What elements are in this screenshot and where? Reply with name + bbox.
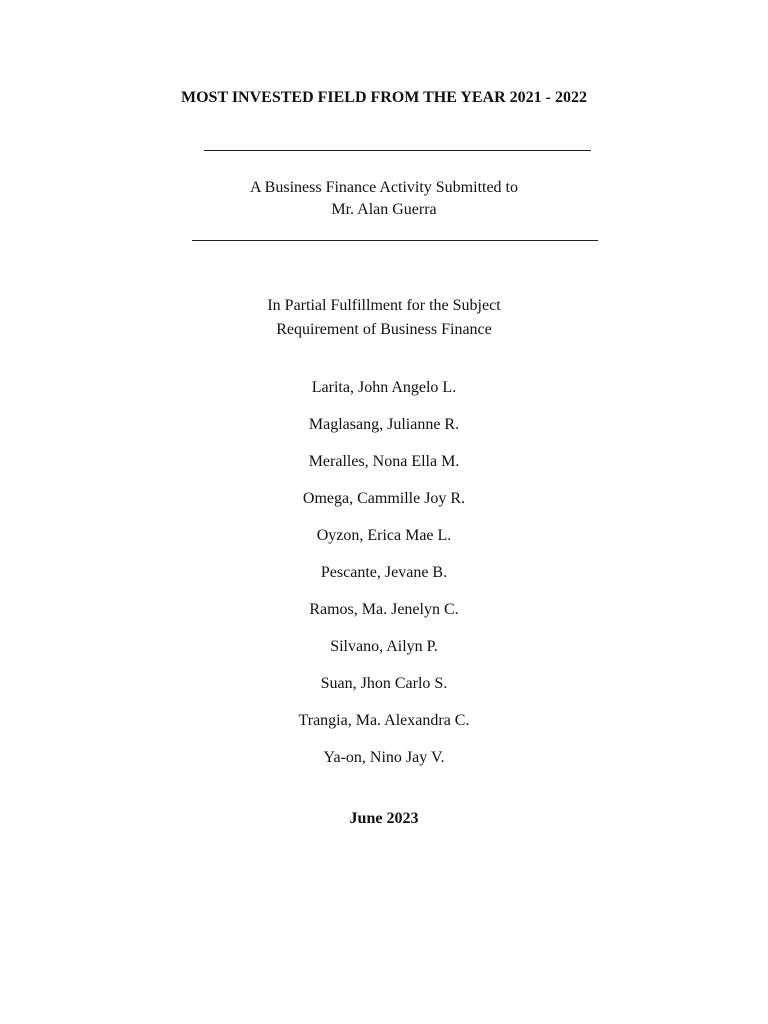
- author-name: Meralles, Nona Ella M.: [308, 453, 460, 470]
- author-name: Pescante, Jevane B.: [320, 564, 448, 581]
- author-name: Ya-on, Nino Jay V.: [323, 749, 445, 766]
- author-name: Oyzon, Erica Mae L.: [316, 527, 452, 544]
- document-title: MOST INVESTED FIELD FROM THE YEAR 2021 - 2022: [181, 89, 587, 106]
- author-name: Ramos, Ma. Jenelyn C.: [309, 601, 459, 618]
- author-name: Omega, Cammille Joy R.: [302, 490, 466, 507]
- author-name: Silvano, Ailyn P.: [330, 638, 438, 655]
- submission-divider: [192, 240, 598, 241]
- fulfillment-line-2: Requirement of Business Finance: [276, 321, 492, 338]
- submission-instructor: Mr. Alan Guerra: [331, 201, 437, 218]
- author-name: Larita, John Angelo L.: [311, 379, 457, 396]
- title-underline-divider: [204, 150, 591, 151]
- author-name: Maglasang, Julianne R.: [308, 416, 460, 433]
- document-date: June 2023: [349, 810, 419, 827]
- author-name: Suan, Jhon Carlo S.: [320, 675, 448, 692]
- fulfillment-line-1: In Partial Fulfillment for the Subject: [267, 297, 501, 314]
- submission-line-1: A Business Finance Activity Submitted to: [250, 179, 518, 196]
- author-name: Trangia, Ma. Alexandra C.: [298, 712, 470, 729]
